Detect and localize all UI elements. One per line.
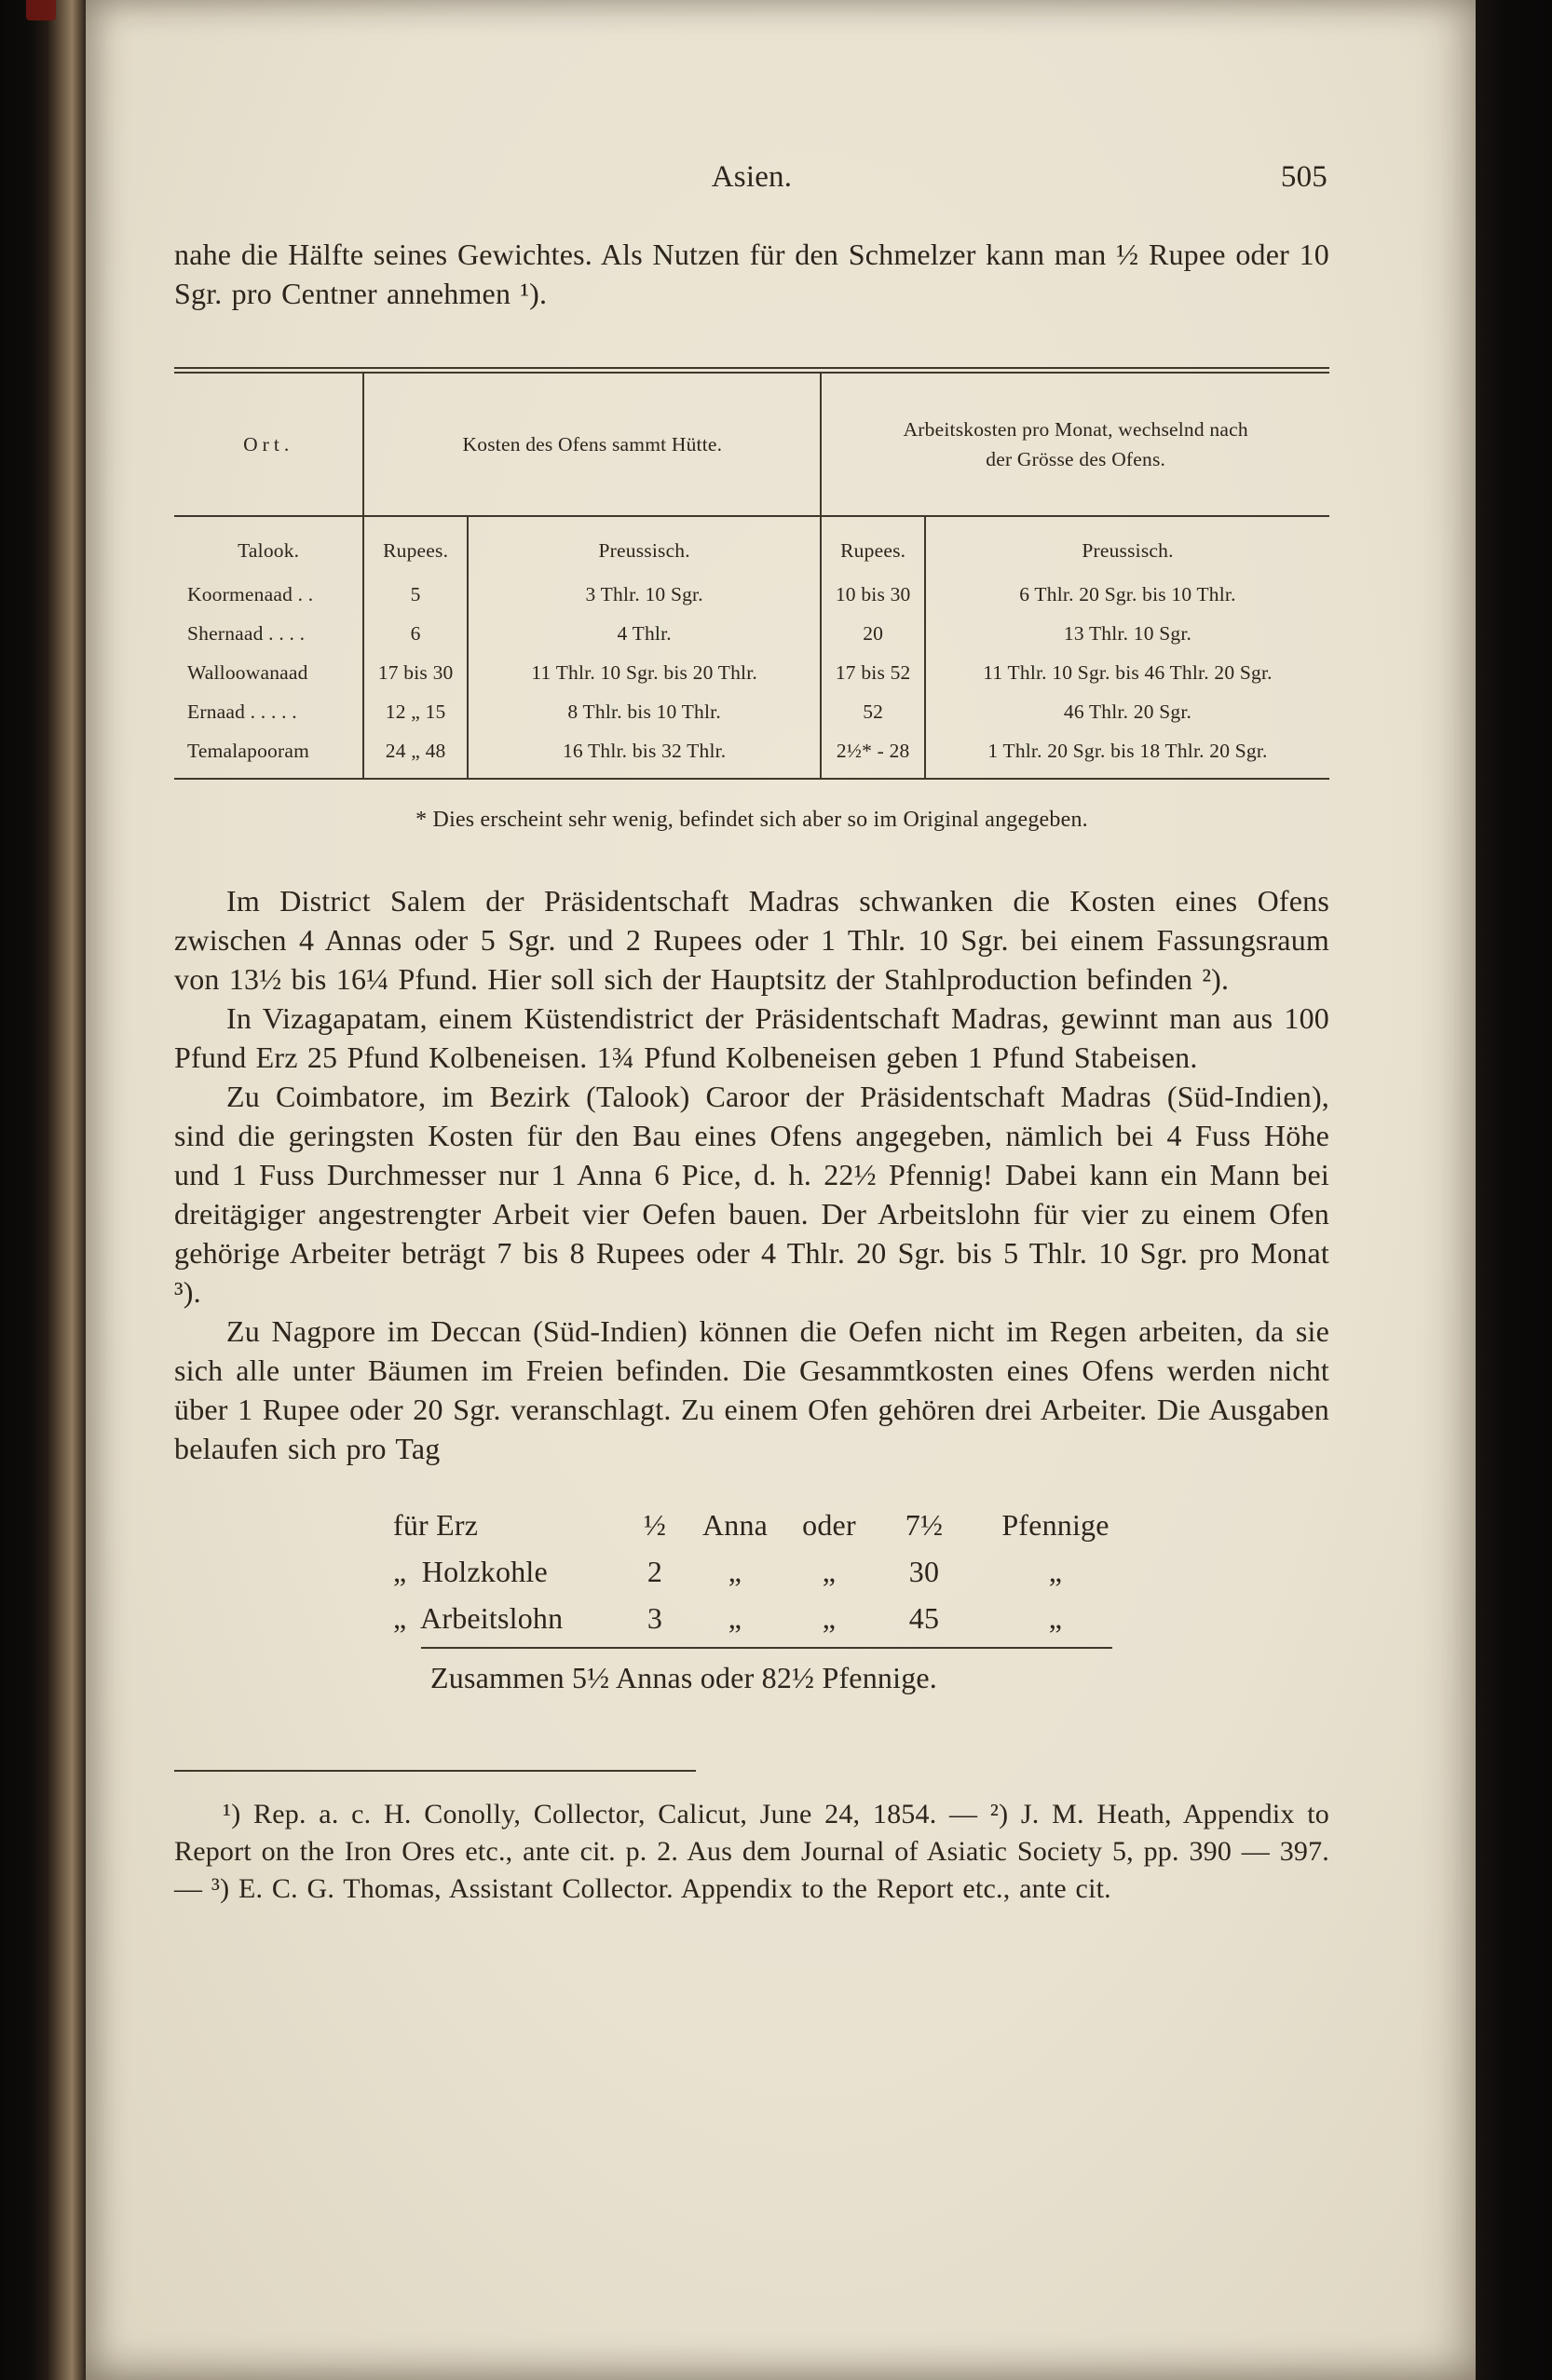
cell-preussisch: 13 Thlr. 10 Sgr. — [925, 614, 1329, 653]
page-title: Asien. — [711, 160, 793, 194]
page-number: 505 — [1280, 160, 1327, 194]
expense-row-erz — [393, 1502, 1329, 1548]
cell-rupees: 12 „ 15 — [363, 692, 468, 731]
table-row — [174, 731, 1329, 779]
expense-item: „ Arbeitslohn — [393, 1601, 564, 1635]
cell-preussisch: 6 Thlr. 20 Sgr. bis 10 Thlr. — [925, 575, 1329, 614]
expense-unit: „ — [822, 1555, 837, 1588]
bookmark-ribbon — [26, 0, 56, 20]
expense-unit: „ — [728, 1601, 742, 1635]
cell-rupees: 17 bis 30 — [363, 653, 468, 692]
cell-ort: Walloowanaad — [187, 661, 308, 684]
cell-preussisch: 11 Thlr. 10 Sgr. bis 46 Thlr. 20 Sgr. — [925, 653, 1329, 692]
cell-preussisch: 11 Thlr. 10 Sgr. bis 20 Thlr. — [468, 653, 821, 692]
table-header-row — [174, 371, 1329, 517]
expense-unit: „ — [1048, 1601, 1063, 1635]
paragraph-coimbatore: Zu Coimbatore, im Bezirk (Talook) Caroor der Präsidentschaft Madras (Süd-Indien), sind die geringsten Kosten für den Bau eines Ofens angegeben, nämlich bei 4 Fuss Höhe und 1 Fuss Durchmesser nur 1 Anna 6 Pice, d. h. 22½ Pfennig! Dabei kann ein Mann bei dreitägiger angestrengter Arbeit vier Oefen bauen. Der Arbeitslohn für vier zu einem Ofen gehörige Arbeiter beträgt 7 bis 8 Rupees oder 4 Thlr. 20 Sgr. bis 5 Thlr. 10 Sgr. pro Monat ³). — [174, 1080, 1329, 1309]
cell-preussisch: 4 Thlr. — [468, 614, 821, 653]
expense-unit: „ — [728, 1555, 742, 1588]
subheader-talook: Talook. — [238, 539, 300, 562]
cell-rupees: 17 bis 52 — [821, 653, 925, 692]
expense-qty: 2 — [647, 1555, 663, 1588]
footnotes: ¹) Rep. a. c. H. Conolly, Collector, Calicut, June 24, 1854. — ²) J. M. Heath, Appendix to Report on the Iron Ores etc., ante cit. p. 2. Aus dem Journal of Asiatic Society 5, pp. 390 — 397. — ³) E. C. G. Thomas, Assistant Collector. Appendix to the Report etc., ante cit. — [174, 1799, 1329, 1904]
cell-preussisch: 16 Thlr. bis 32 Thlr. — [468, 731, 821, 779]
table-row — [174, 692, 1329, 731]
expense-unit: Pfennige — [1001, 1508, 1110, 1542]
expense-list — [393, 1502, 1329, 1697]
cell-preussisch: 1 Thlr. 20 Sgr. bis 18 Thlr. 20 Sgr. — [925, 731, 1329, 779]
cell-preussisch: 3 Thlr. 10 Sgr. — [468, 575, 821, 614]
expense-item: „ Holzkohle — [393, 1555, 548, 1588]
cell-rupees: 6 — [363, 614, 468, 653]
subheader-rupees-1: Rupees. — [363, 516, 468, 575]
paragraph-salem: Im District Salem der Präsidentschaft Madras schwanken die Kosten eines Ofens zwischen 4 Annas oder 5 Sgr. und 2 Rupees oder 1 Thlr. 10 Sgr. bei einem Fassungsraum von 13½ bis 16¼ Pfund. Hier soll sich der Hauptsitz der Stahlproduction befinden ²). — [174, 884, 1329, 996]
cell-preussisch: 46 Thlr. 20 Sgr. — [925, 692, 1329, 731]
subheader-preussisch-1: Preussisch. — [468, 516, 821, 575]
col-header-ort: Ort. — [174, 371, 363, 517]
running-head — [174, 160, 1329, 201]
expense-qty: 3 — [647, 1601, 663, 1635]
col-header-arbeitskosten-text: Arbeitskosten pro Monat, wechselnd nach der Grösse des Ofens. — [903, 418, 1248, 470]
expense-item: für Erz — [393, 1508, 479, 1542]
subheader-rupees-2: Rupees. — [821, 516, 925, 575]
expense-value: 7½ — [905, 1508, 944, 1542]
intro-paragraph: nahe die Hälfte seines Gewichtes. Als Nutzen für den Schmelzer kann man ½ Rupee oder 10 Sgr. pro Centner annehmen ¹). — [174, 238, 1329, 310]
cell-preussisch: 8 Thlr. bis 10 Thlr. — [468, 692, 821, 731]
page-content — [174, 0, 1329, 1908]
cell-rupees: 52 — [821, 692, 925, 731]
book-edge-left — [0, 0, 86, 2380]
table-footnote: * Dies erscheint sehr wenig, befindet sich aber so im Original angegeben. — [415, 808, 1088, 832]
scanned-page — [86, 0, 1476, 2380]
subheader-preussisch-2: Preussisch. — [925, 516, 1329, 575]
cell-ort: Ernaad . . . . . — [187, 700, 297, 723]
expense-qty: ½ — [643, 1508, 667, 1542]
table-row — [174, 575, 1329, 614]
expense-unit: „ — [822, 1601, 837, 1635]
cell-ort: Temalapooram — [187, 740, 310, 762]
book-edge-right — [1476, 0, 1552, 2380]
cell-rupees: 2½* - 28 — [821, 731, 925, 779]
col-header-arbeitskosten — [821, 371, 1329, 517]
cell-rupees: 20 — [821, 614, 925, 653]
expense-unit: Anna — [701, 1508, 769, 1542]
paragraph-nagpore: Zu Nagpore im Deccan (Süd-Indien) können die Oefen nicht im Regen arbeiten, da sie sich alle unter Bäumen im Freien befinden. Die Gesammtkosten eines Ofens werden nicht über 1 Rupee oder 20 Sgr. veranschlagt. Zu einem Ofen gehören drei Arbeiter. Die Ausgaben belaufen sich pro Tag — [174, 1314, 1329, 1465]
expense-value: 45 — [908, 1601, 940, 1635]
body-text — [174, 881, 1329, 1468]
table-row — [174, 614, 1329, 653]
cost-table — [174, 367, 1329, 780]
col-header-kosten: Kosten des Ofens sammt Hütte. — [363, 371, 821, 517]
expense-total: Zusammen 5½ Annas oder 82½ Pfennige. — [430, 1661, 937, 1694]
table-subheader-row — [174, 516, 1329, 575]
expense-row-holzkohle — [393, 1548, 1329, 1595]
cell-ort: Koormenaad . . — [187, 583, 314, 605]
cell-rupees: 5 — [363, 575, 468, 614]
table-row — [174, 653, 1329, 692]
cell-ort: Shernaad . . . . — [187, 622, 306, 645]
expense-row-arbeitslohn — [393, 1595, 1329, 1641]
footnote-separator — [174, 1770, 696, 1772]
expense-unit: „ — [1048, 1555, 1063, 1588]
cell-rupees: 24 „ 48 — [363, 731, 468, 779]
paragraph-vizagapatam: In Vizagapatam, einem Küstendistrict der Präsidentschaft Madras, gewinnt man aus 100 Pfund Erz 25 Pfund Kolbeneisen. 1¾ Pfund Kolbeneisen geben 1 Pfund Stabeisen. — [174, 1001, 1329, 1074]
cell-rupees: 10 bis 30 — [821, 575, 925, 614]
expense-unit: oder — [802, 1508, 856, 1542]
expense-value: 30 — [908, 1555, 940, 1588]
